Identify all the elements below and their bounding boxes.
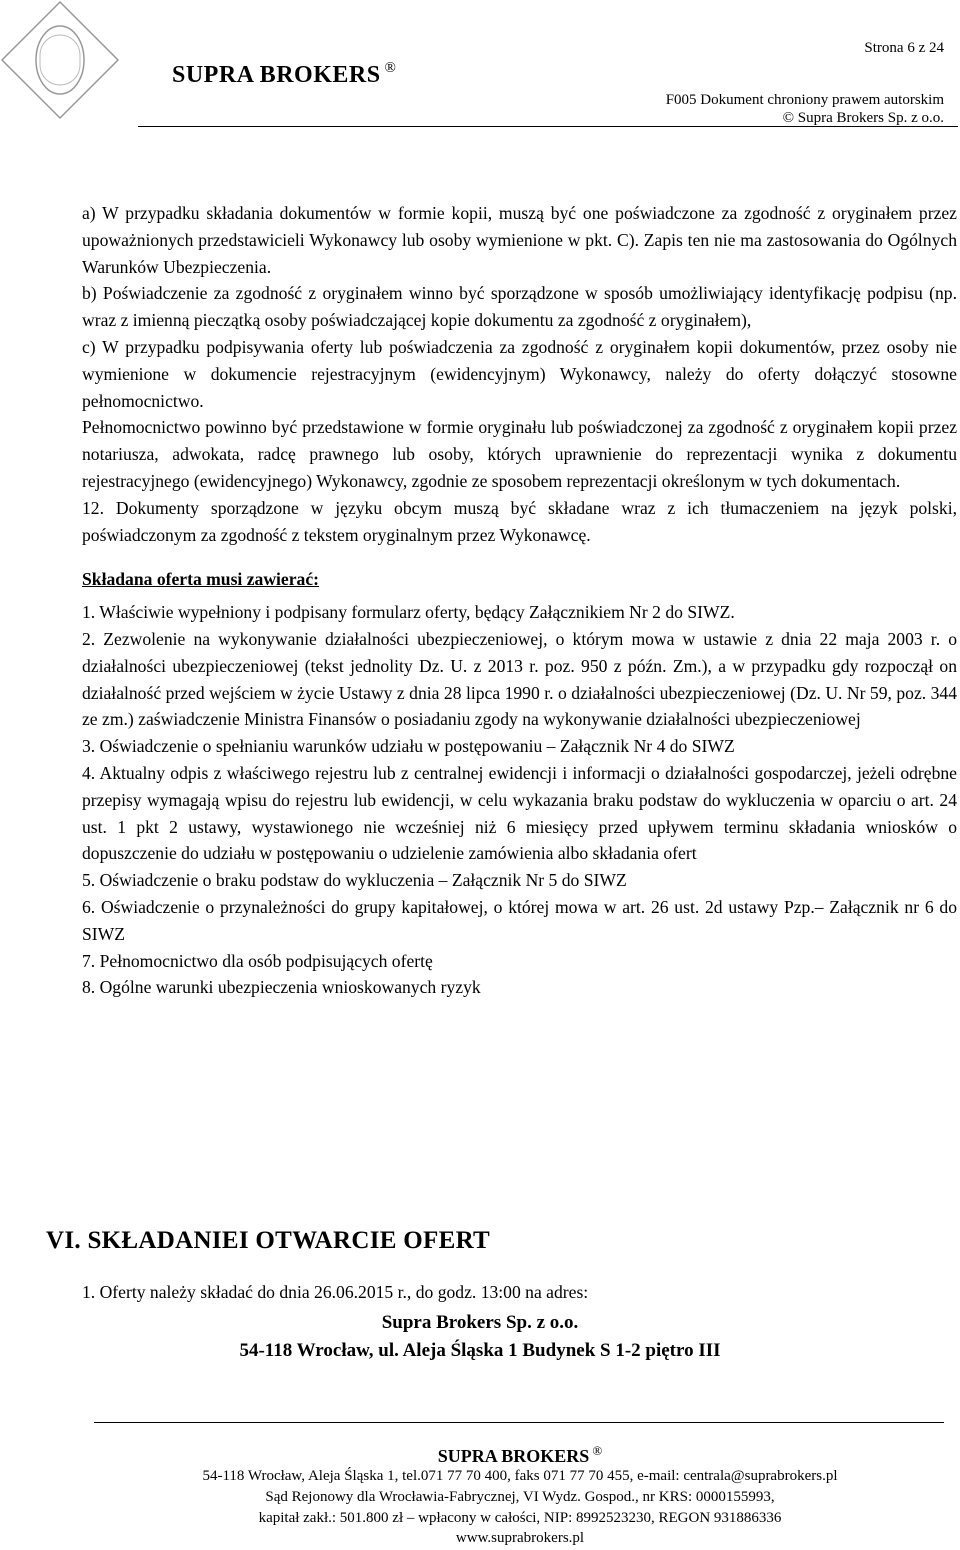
paragraph-b: b) Poświadczenie za zgodność z oryginałem winno być sporządzone w sposób umożliwiający identyfikację podpisu (np. wraz z imienną pieczątką osoby poświadczającej kopie dokumentu za zgodność z oryginałem), (82, 283, 957, 331)
footer-brand: SUPRA BROKERS ® (437, 1443, 603, 1466)
offer-item: 6. Oświadczenie o przynależności do grupy kapitałowej, o której mowa w art. 26 ust. 2d ustawy Pzp.– Załącznik nr 6 do SIWZ (82, 896, 957, 944)
offer-item: 4. Aktualny odpis z właściwego rejestru lub z centralnej ewidencji i informacji o działalności gospodarczej, jeżeli odrębne przepisy wymagają wpisu do rejestru lub ewidencji, w celu wykazania braku podstaw do wykluczenia w oparciu o art. 24 ust. 1 pkt 2 ustawy, wystawionego nie wcześniej niż 6 miesięcy przed upływem terminu składania wniosków o dopuszczenie do udziału w postępowaniu o udzielenie zamówienia albo składania ofert (82, 762, 957, 864)
copyright-note: F005 Dokument chroniony prawem autorskim (665, 92, 944, 108)
page-number: Strona 6 z 24 (864, 40, 944, 56)
footer-court: Sąd Rejonowy dla Wrocławia-Fabrycznej, VI Wydz. Gospod., nr KRS: 0000155993, (265, 1489, 775, 1505)
footer-capital: kapitał zakł.: 501.800 zł – wpłacony w całości, NIP: 8992523230, REGON 931886336 (258, 1510, 782, 1526)
paragraph-a: a) W przypadku składania dokumentów w formie kopii, muszą być one poświadczone za zgodność z oryginałem przez upoważnionych przedstawicieli Wykonawcy lub osoby wymienione w pkt. C). Zapis ten nie ma zastosowania do Ogólnych Warunków Ubezpieczenia. (82, 203, 957, 277)
header-brand: SUPRA BROKERS ® (172, 60, 397, 88)
offer-requirements-heading: Składana oferta musi zawierać: (82, 569, 320, 590)
footer-divider (94, 1422, 944, 1423)
paragraph-power-of-attorney: Pełnomocnictwo powinno być przedstawione w formie oryginału lub poświadczonej za zgodność z oryginałem kopii przez notariusza, adwokata, radcę prawnego lub osoby, których uprawnienie do reprezentacji wynika z dokumentu rejestracyjnego (ewidencyjnego) Wykonawcy, zgodnie ze sposobem reprezentacji określonym w tych dokumentach. (82, 417, 957, 491)
copyright-owner: © Supra Brokers Sp. z o.o. (782, 110, 944, 126)
address-street: 54-118 Wrocław, ul. Aleja Śląska 1 Budynek S 1-2 piętro III (239, 1340, 721, 1361)
offer-item: 7. Pełnomocnictwo dla osób podpisujących ofertę (82, 950, 433, 971)
address-company: Supra Brokers Sp. z o.o. (381, 1312, 579, 1333)
paragraph-c: c) W przypadku podpisywania oferty lub poświadczenia za zgodność z oryginałem kopii dokumentów, przez osoby nie wymienione w dokumencie rejestracyjnym (ewidencyjnym) Wykonawcy, należy do oferty dołączyć stosowne pełnomocnictwo. (82, 336, 957, 411)
footer-website: www.suprabrokers.pl (455, 1530, 585, 1546)
company-logo (0, 0, 150, 150)
document-body (82, 200, 957, 1001)
offer-item: 8. Ogólne warunki ubezpieczenia wnioskowanych ryzyk (82, 977, 481, 998)
offer-item: 3. Oświadczenie o spełnianiu warunków udziału w postępowaniu – Załącznik Nr 4 do SIWZ (82, 736, 735, 757)
paragraph-12: 12. Dokumenty sporządzone w języku obcym muszą być składane wraz z ich tłumaczeniem na język polski, poświadczonym za zgodność z tekstem oryginalnym przez Wykonawcę. (82, 497, 957, 545)
header-divider (138, 126, 958, 127)
section-title: VI. SKŁADANIEI OTWARCIE OFERT (46, 1227, 491, 1254)
footer-address: 54-118 Wrocław, Aleja Śląska 1, tel.071 77 70 400, faks 071 77 70 455, e-mail: centrala@suprabrokers.pl (202, 1468, 838, 1484)
offer-item: 2. Zezwolenie na wykonywanie działalności ubezpieczeniowej, o którym mowa w ustawie z dnia 22 maja 2003 r. o działalności ubezpieczeniowej (tekst jednolity Dz. U. z 2013 r. poz. 950 z późn. Zm.), a w przypadku gdy rozpoczął on działalność przed wejściem w życie Ustawy z dnia 28 lipca 1990 r. o działalności ubezpieczeniowej (Dz. U. Nr 59, poz. 344 ze zm.) zaświadczenie Ministra Finansów o posiadaniu zgody na wykonywanie działalności ubezpieczeniowej (82, 628, 957, 730)
offer-deadline: 1. Oferty należy składać do dnia 26.06.2015 r., do godz. 13:00 na adres: (82, 1282, 589, 1302)
offer-item: 1. Właściwie wypełniony i podpisany formularz oferty, będący Załącznikiem Nr 2 do SIWZ. (82, 602, 735, 623)
offer-item: 5. Oświadczenie o braku podstaw do wykluczenia – Załącznik Nr 5 do SIWZ (82, 870, 627, 891)
